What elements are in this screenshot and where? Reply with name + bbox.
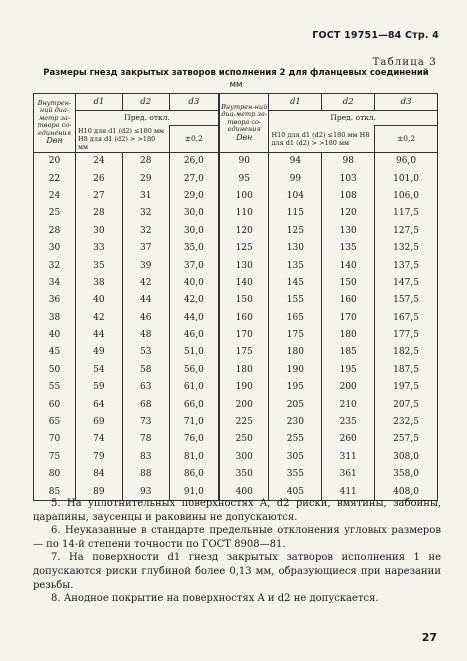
right-cell-d1: 175 [269,326,322,343]
table-row [34,344,438,361]
right-cell-d1: 99 [269,170,322,187]
left-cell-d2: 31 [122,187,169,204]
right-cell-d2: 120 [322,205,375,222]
left-cell-d3: 46,0 [169,326,219,343]
right-cell-d1: 165 [269,309,322,326]
left-cell-d3: 66,0 [169,396,219,413]
left-cell-d1: 38 [75,274,122,291]
table-row [34,292,438,309]
note-5: 5. На уплотнительных поверхностях A, d2 риски, вмятины, забоины, царапины, заусенцы и раковины не допускаются. [33,498,441,523]
left-cell-d1: 79 [75,448,122,465]
right-cell-dvn: 180 [219,361,269,378]
left-cell-dvn: 20 [34,152,76,170]
right-cell-d2: 210 [322,396,375,413]
tolerance-note-right: H10 для d1 (d2) ≤180 мм H8 для d1 (d2) > >180 мм [269,126,375,153]
left-cell-dvn: 30 [34,239,76,256]
right-cell-d2: 103 [322,170,375,187]
col-d3-right: d3 [375,94,438,111]
left-cell-d1: 84 [75,466,122,483]
right-cell-d2: 311 [322,448,375,465]
right-cell-d3: 96,0 [375,152,438,170]
left-cell-d1: 35 [75,257,122,274]
col-d2-left: d2 [122,94,169,111]
dn-symbol: Dвн [46,136,63,146]
left-cell-d1: 33 [75,239,122,256]
left-cell-dvn: 55 [34,379,76,396]
table-row [34,222,438,239]
table-label: Таблица 3 [372,57,437,68]
left-cell-d1: 26 [75,170,122,187]
right-cell-d1: 155 [269,292,322,309]
right-cell-d3: 167,5 [375,309,438,326]
left-cell-d1: 24 [75,152,122,170]
caption-units: мм [229,80,243,90]
table-row [34,413,438,430]
left-cell-dvn: 70 [34,431,76,448]
right-cell-d3: 106,0 [375,187,438,204]
left-cell-d2: 29 [122,170,169,187]
right-cell-d2: 140 [322,257,375,274]
tolerance-note-left: H10 для d1 (d2) ≤180 мм H8 для d1 (d2) > >180 мм [75,126,169,153]
right-cell-d2: 180 [322,326,375,343]
table-row [34,170,438,187]
right-cell-d2: 361 [322,466,375,483]
left-cell-d2: 42 [122,274,169,291]
inner-diameter-label: Внутрен-ний диа-метр за-твора со-единения [37,98,72,137]
left-cell-dvn: 36 [34,292,76,309]
right-cell-d2: 235 [322,413,375,430]
right-cell-d1: 94 [269,152,322,170]
right-cell-dvn: 225 [219,413,269,430]
left-cell-dvn: 60 [34,396,76,413]
right-cell-d3: 257,5 [375,431,438,448]
deviation-header-right: Пред. откл. [269,111,438,126]
inner-diameter-label: Внутрен-ний диа-метр за-твора со-единения [221,102,268,133]
left-cell-d3: 61,0 [169,379,219,396]
right-cell-d3: 127,5 [375,222,438,239]
right-cell-d2: 411 [322,483,375,501]
right-cell-d3: 132,5 [375,239,438,256]
right-cell-d1: 205 [269,396,322,413]
right-cell-d2: 260 [322,431,375,448]
left-cell-d2: 93 [122,483,169,501]
right-cell-d3: 137,5 [375,257,438,274]
left-cell-d1: 59 [75,379,122,396]
page-number: 27 [421,631,437,644]
right-cell-d1: 190 [269,361,322,378]
left-cell-d2: 39 [122,257,169,274]
left-cell-dvn: 25 [34,205,76,222]
left-cell-d1: 64 [75,396,122,413]
left-cell-d2: 37 [122,239,169,256]
left-cell-d2: 28 [122,152,169,170]
left-cell-d2: 48 [122,326,169,343]
right-cell-d3: 408,0 [375,483,438,501]
table-header [34,94,438,153]
right-cell-d3: 157,5 [375,292,438,309]
right-cell-d3: 187,5 [375,361,438,378]
left-cell-d2: 32 [122,222,169,239]
col-d2-right: d2 [322,94,375,111]
right-cell-d3: 358,0 [375,466,438,483]
table-row [34,431,438,448]
left-cell-d3: 37,0 [169,257,219,274]
table-row [34,448,438,465]
left-cell-d2: 46 [122,309,169,326]
left-cell-dvn: 85 [34,483,76,501]
right-cell-d1: 135 [269,257,322,274]
right-cell-d1: 305 [269,448,322,465]
table-body [34,152,438,501]
table-row [34,257,438,274]
left-cell-dvn: 40 [34,326,76,343]
right-cell-d1: 115 [269,205,322,222]
left-cell-d2: 63 [122,379,169,396]
right-cell-dvn: 140 [219,274,269,291]
right-cell-d1: 180 [269,344,322,361]
right-cell-d1: 104 [269,187,322,204]
left-cell-dvn: 65 [34,413,76,430]
tolerance-pm-left: ±0,2 [169,126,219,153]
right-cell-d2: 135 [322,239,375,256]
left-cell-dvn: 80 [34,466,76,483]
left-cell-dvn: 34 [34,274,76,291]
right-cell-d3: 177,5 [375,326,438,343]
right-cell-dvn: 190 [219,379,269,396]
right-cell-d2: 130 [322,222,375,239]
right-cell-dvn: 200 [219,396,269,413]
right-cell-d2: 185 [322,344,375,361]
table-row [34,187,438,204]
left-cell-d1: 54 [75,361,122,378]
left-cell-d3: 91,0 [169,483,219,501]
caption-title: Размеры гнезд закрытых затворов исполнения 2 для фланцевых соединений [43,68,429,78]
left-cell-d3: 40,0 [169,274,219,291]
right-cell-d3: 232,5 [375,413,438,430]
right-cell-dvn: 90 [219,152,269,170]
right-cell-d1: 405 [269,483,322,501]
right-cell-dvn: 175 [219,344,269,361]
left-cell-d2: 73 [122,413,169,430]
right-cell-d2: 98 [322,152,375,170]
right-cell-d1: 125 [269,222,322,239]
right-cell-dvn: 110 [219,205,269,222]
right-cell-d3: 147,5 [375,274,438,291]
left-cell-d3: 30,0 [169,222,219,239]
right-cell-d2: 200 [322,379,375,396]
right-cell-dvn: 300 [219,448,269,465]
left-cell-d3: 42,0 [169,292,219,309]
left-cell-d1: 40 [75,292,122,309]
left-cell-d1: 28 [75,205,122,222]
left-cell-d2: 32 [122,205,169,222]
col-d3-left: d3 [169,94,219,111]
left-cell-d1: 44 [75,326,122,343]
table-row [34,466,438,483]
left-cell-d3: 29,0 [169,187,219,204]
left-cell-d3: 27,0 [169,170,219,187]
left-cell-dvn: 50 [34,361,76,378]
left-cell-d1: 30 [75,222,122,239]
right-cell-d1: 130 [269,239,322,256]
right-cell-dvn: 160 [219,309,269,326]
dn-symbol: Dвн [236,132,253,142]
left-cell-d3: 71,0 [169,413,219,430]
table-caption [36,67,436,91]
left-cell-dvn: 22 [34,170,76,187]
table-row [34,379,438,396]
left-cell-d3: 76,0 [169,431,219,448]
table-row [34,274,438,291]
table-row [34,152,438,170]
right-cell-d3: 308,0 [375,448,438,465]
left-cell-d2: 88 [122,466,169,483]
tolerance-pm-right: ±0,2 [375,126,438,153]
left-cell-dvn: 38 [34,309,76,326]
inner-diameter-header-right [219,94,269,153]
right-cell-d2: 150 [322,274,375,291]
table-row [34,205,438,222]
right-cell-d3: 207,5 [375,396,438,413]
left-cell-d1: 42 [75,309,122,326]
col-d1-right: d1 [269,94,322,111]
table-row [34,396,438,413]
left-cell-d3: 51,0 [169,344,219,361]
right-cell-dvn: 150 [219,292,269,309]
right-cell-dvn: 170 [219,326,269,343]
table-row [34,361,438,378]
inner-diameter-header-left [34,94,76,153]
left-cell-d1: 89 [75,483,122,501]
table-row [34,326,438,343]
right-cell-d1: 355 [269,466,322,483]
table-row [34,309,438,326]
right-cell-dvn: 250 [219,431,269,448]
right-cell-dvn: 100 [219,187,269,204]
right-cell-d1: 230 [269,413,322,430]
right-cell-dvn: 120 [219,222,269,239]
left-cell-d2: 58 [122,361,169,378]
notes-block [33,497,441,606]
left-cell-dvn: 45 [34,344,76,361]
right-cell-d2: 108 [322,187,375,204]
left-cell-dvn: 75 [34,448,76,465]
left-cell-d1: 69 [75,413,122,430]
right-cell-dvn: 95 [219,170,269,187]
left-cell-d2: 68 [122,396,169,413]
dimensions-table [33,93,438,501]
left-cell-d2: 53 [122,344,169,361]
right-cell-d3: 182,5 [375,344,438,361]
left-cell-d3: 30,0 [169,205,219,222]
right-cell-dvn: 400 [219,483,269,501]
right-cell-dvn: 125 [219,239,269,256]
left-cell-d2: 78 [122,431,169,448]
left-cell-d3: 81,0 [169,448,219,465]
deviation-header-left: Пред. откл. [75,111,219,126]
right-cell-d2: 170 [322,309,375,326]
left-cell-d3: 35,0 [169,239,219,256]
left-cell-d1: 49 [75,344,122,361]
left-cell-d2: 44 [122,292,169,309]
right-cell-d2: 160 [322,292,375,309]
left-cell-d1: 27 [75,187,122,204]
left-cell-dvn: 32 [34,257,76,274]
document-header: ГОСТ 19751—84 Стр. 4 [312,30,439,41]
note-7: 7. На поверхности d1 гнезд закрытых затворов исполнения 1 не допускаются риски глубиной более 0,13 мм, образующиеся при нарезании резьбы. [33,552,441,591]
right-cell-d1: 255 [269,431,322,448]
left-cell-d3: 56,0 [169,361,219,378]
right-cell-d3: 197,5 [375,379,438,396]
note-6: 6. Неуказанные в стандарте предельные отклонения угловых размеров — по 14-й степени точности по ГОСТ 8908—81. [33,525,441,550]
note-8: 8. Анодное покрытие на поверхностях A и d2 не допускается. [51,593,379,605]
left-cell-d1: 74 [75,431,122,448]
right-cell-d3: 117,5 [375,205,438,222]
right-cell-dvn: 130 [219,257,269,274]
right-cell-d1: 145 [269,274,322,291]
left-cell-d3: 86,0 [169,466,219,483]
right-cell-dvn: 350 [219,466,269,483]
col-d1-left: d1 [75,94,122,111]
table-row [34,239,438,256]
right-cell-d3: 101,0 [375,170,438,187]
left-cell-dvn: 24 [34,187,76,204]
left-cell-d2: 83 [122,448,169,465]
left-cell-d3: 26,0 [169,152,219,170]
right-cell-d1: 195 [269,379,322,396]
right-cell-d2: 195 [322,361,375,378]
left-cell-dvn: 28 [34,222,76,239]
left-cell-d3: 44,0 [169,309,219,326]
